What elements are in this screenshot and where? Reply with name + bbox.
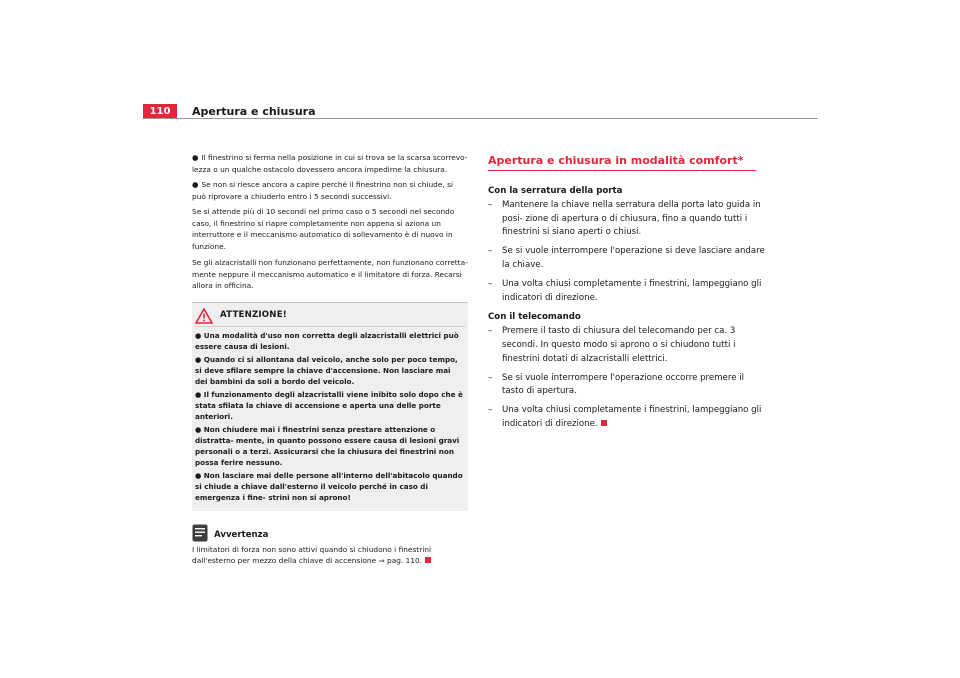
note-icon [192, 524, 208, 542]
note-text: I limitatori di forza non sono attivi quando si chiudono i finestrini dall'esterno per mezzo della chiave di accensione ⇒ pag. 110. [192, 544, 432, 565]
bullet-icon: ● [195, 330, 202, 340]
header-rule [143, 118, 818, 119]
bullet-icon: ● [192, 153, 199, 162]
step-item: – Premere il tasto di chiusura del telecomando per ca. 3 secondi. In questo modo si aprono o si chiudono tutti i finestrini dotati di alzacristalli elettrici. [488, 326, 736, 364]
subsection-heading-remote: Con il telecomando [488, 312, 581, 323]
subsection-heading-door-lock: Con la serratura della porta [488, 186, 623, 196]
warning-box [192, 302, 468, 511]
section-title: Apertura e chiusura in modalità comfort* [488, 154, 744, 167]
bullet-icon: ● [192, 180, 199, 189]
step-item: – Mantenere la chiave nella serratura della porta lato guida in posi- zione di apertura o di chiusura, fino a quando tutti i finestrini si siano aperti o chiusi. [488, 199, 761, 238]
end-of-section-icon [601, 420, 607, 426]
step-item: – Una volta chiusi completamente i finestrini, lampeggiano gli indicatori di direzione. [488, 278, 762, 303]
warning-triangle-icon [195, 308, 213, 324]
page-number: 110 [143, 104, 177, 119]
end-of-section-icon [425, 557, 431, 563]
warning-title: ATTENZIONE! [220, 309, 287, 320]
right-column [488, 154, 766, 437]
bullet-item: ● Il finestrino si ferma nella posizione in cui si trova se la scarsa scorrevo- lezza o un qualche ostacolo dovessero ancora impedirne la chiusura. [192, 153, 468, 174]
paragraph: Se si attende più di 10 secondi nel primo caso o 5 secondi nel secondo caso, il finestrino si riapre completamente non appena si aziona un interruttore e il meccanismo automatico di sollevamento è di nuovo in funzione. [192, 207, 455, 251]
warning-item: ● Il funzionamento degli alzacristalli viene inibito solo dopo che è stata sfilata la chiave di accensione e aperta una delle porte anteriori. [195, 389, 463, 421]
warning-header [195, 306, 465, 327]
section-rule [488, 170, 756, 171]
step-item: – Se si vuole interrompere l'operazione occorre premere il tasto di apertura. [488, 372, 744, 397]
bullet-icon: ● [195, 354, 202, 364]
note-title: Avvertenza [214, 530, 269, 540]
step-item: – Se si vuole interrompere l'operazione si deve lasciare andare la chiave. [488, 246, 765, 270]
bullet-item: ● Se non si riesce ancora a capire perché il finestrino non si chiude, si può riprovare a chiuderlo entro i 5 secondi successivi. [192, 180, 453, 201]
bullet-icon: ● [195, 470, 202, 480]
note-header [192, 522, 468, 542]
warning-item: ● Non lasciare mai delle persone all'interno dell'abitacolo quando si chiude a chiave dall'esterno il veicolo perché in caso di emergenza i fine- strini non si aprono! [195, 470, 463, 502]
paragraph: Se gli alzacristalli non funzionano perfettamente, non funzionano corretta- mente neppure il meccanismo automatico e il limitatore di forza. Recarsi allora in officina. [192, 258, 468, 290]
warning-item: ● Quando ci si allontana dal veicolo, anche solo per poco tempo, si deve sfilare sempre la chiave d'accensione. Non lasciare mai dei bambini da soli a bordo del veicolo. [195, 354, 458, 386]
bullet-icon: ● [195, 389, 202, 399]
left-column [192, 152, 468, 567]
running-head: Apertura e chiusura [192, 105, 316, 118]
warning-item: ● Non chiudere mai i finestrini senza prestare attenzione o distratta- mente, in quanto possono essere causa di lesioni gravi personali o a terzi. Assicurarsi che la chiusura dei finestrini non possa ferire nessuno. [195, 424, 460, 467]
step-item: – Una volta chiusi completamente i finestrini, lampeggiano gli indicatori di direzione. [488, 405, 762, 429]
bullet-icon: ● [195, 424, 202, 434]
warning-item: ● Una modalità d'uso non corretta degli alzacristalli elettrici può essere causa di lesioni. [195, 330, 459, 351]
